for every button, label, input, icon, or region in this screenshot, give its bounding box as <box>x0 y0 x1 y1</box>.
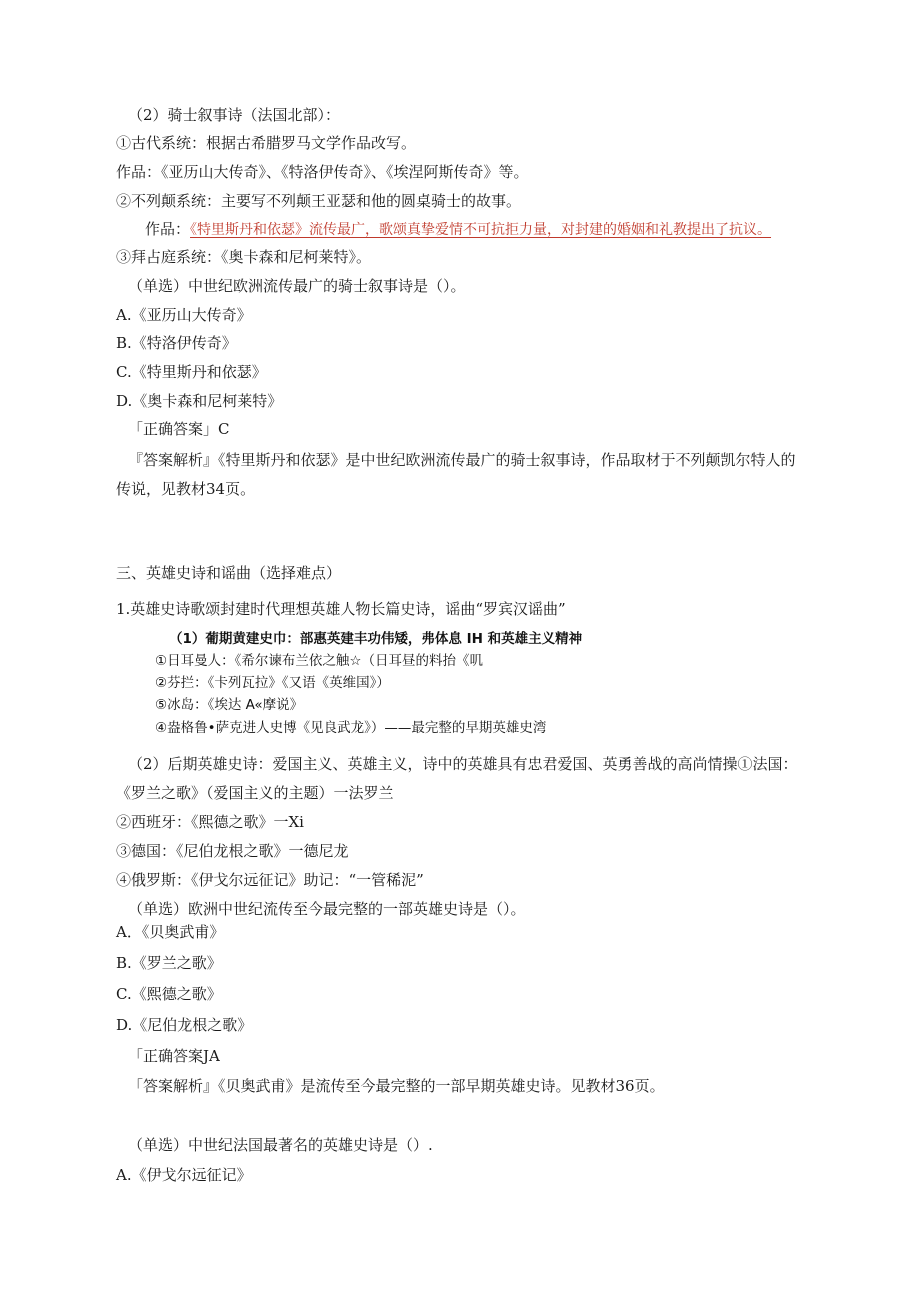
q2-analysis: 「答案解析』《贝奥武甫》是流传至今最完整的一部早期英雄史诗。见教材36页。 <box>128 1077 665 1095</box>
q1-option-c: C.《特里斯丹和依瑟》 <box>116 363 267 381</box>
q2-option-d: D.《尼伯龙根之歌》 <box>116 1016 253 1034</box>
late-epic-item: ③德国：《尼伯龙根之歌》一德尼龙 <box>116 842 349 860</box>
early-epic-item: ④盎格鲁•萨克进人史博《见良武龙》）——最完整的早期英雄史湾 <box>155 720 547 736</box>
q3-option-a: A.《伊戈尔远征记》 <box>116 1166 252 1184</box>
q2-option-c: C.《熙德之歌》 <box>116 985 222 1003</box>
q3-stem: （单选）中世纪法国最著名的英雄史诗是（）. <box>128 1136 433 1154</box>
early-epic-item: ①日耳曼人：《希尔谏布兰依之触☆（日耳昼的料抬《叽 <box>155 653 483 669</box>
heroic-intro: 1.英雄史诗歌颂封建时代理想英雄人物长篇史诗，谣曲“罗宾汉谣曲” <box>116 600 566 618</box>
q1-option-b: B.《特洛伊传奇》 <box>116 334 237 352</box>
q1-answer: 「正确答案」C <box>128 420 230 438</box>
heroic-heading: 三、英雄史诗和谣曲（选择难点） <box>116 564 342 582</box>
late-epics-line2: 《罗兰之歌》（爱国主义的主题）一法罗兰 <box>116 784 394 802</box>
ancient-works: 作品：《亚历山大传奇》、《特洛伊传奇》、《埃涅阿斯传奇》等。 <box>116 163 529 181</box>
q2-answer: 「正确答案JA <box>128 1047 220 1065</box>
early-epic-item: ⑤冰岛：《埃达 A«摩说》 <box>155 697 304 713</box>
q1-stem: （单选）中世纪欧洲流传最广的骑士叙事诗是（）。 <box>128 277 466 295</box>
q1-analysis-line1: 『答案解析』《特里斯丹和依瑟》是中世纪欧洲流传最广的骑士叙事诗，作品取材于不列颠凯尔特人的 <box>128 451 796 469</box>
knight-heading: （2）骑士叙事诗（法国北部）： <box>128 106 341 124</box>
q1-option-a: A.《亚历山大传奇》 <box>116 306 252 324</box>
late-epics-line1: （2）后期英雄史诗：爱国主义、英雄主义，诗中的英雄具有忠君爱国、英勇善战的高尚情操①法国： <box>128 755 798 773</box>
q1-analysis-line2: 传说，见教材34页。 <box>116 480 256 498</box>
q2-option-b: B.《罗兰之歌》 <box>116 954 222 972</box>
early-epics-heading: （1）葡期黄建史巾：部惠英建丰功伟矮，弗体息 IH 和英雄主义精神 <box>169 631 583 647</box>
breton-works-label: 作品： <box>145 220 191 238</box>
breton-system: ②不列颠系统：主要写不列颠王亚瑟和他的圆桌骑士的故事。 <box>116 192 522 210</box>
breton-works-highlight: 《特里斯丹和依瑟》流传最广，歌颂真挚爱情不可抗拒力量，对封建的婚姻和礼教提出了抗议。 <box>190 222 772 238</box>
late-epic-item: ④俄罗斯：《伊戈尔远征记》助记：“一管稀泥” <box>116 871 424 889</box>
q1-option-d: D.《奥卡森和尼柯莱特》 <box>116 392 283 410</box>
ancient-system: ①古代系统：根据古希腊罗马文学作品改写。 <box>116 134 417 152</box>
breton-works <box>145 219 771 240</box>
byzantine-system: ③拜占庭系统：《奥卡森和尼柯莱特》。 <box>116 248 372 266</box>
q2-option-a: A．《贝奥武甫》 <box>116 923 225 941</box>
q2-stem: （单选）欧洲中世纪流传至今最完整的一部英雄史诗是（）。 <box>128 900 526 918</box>
early-epic-item: ②芬拦：《卡列瓦拉》《又语《英维国》） <box>155 675 390 691</box>
late-epic-item: ②西班牙：《熙德之歌》一Xi <box>116 813 304 831</box>
